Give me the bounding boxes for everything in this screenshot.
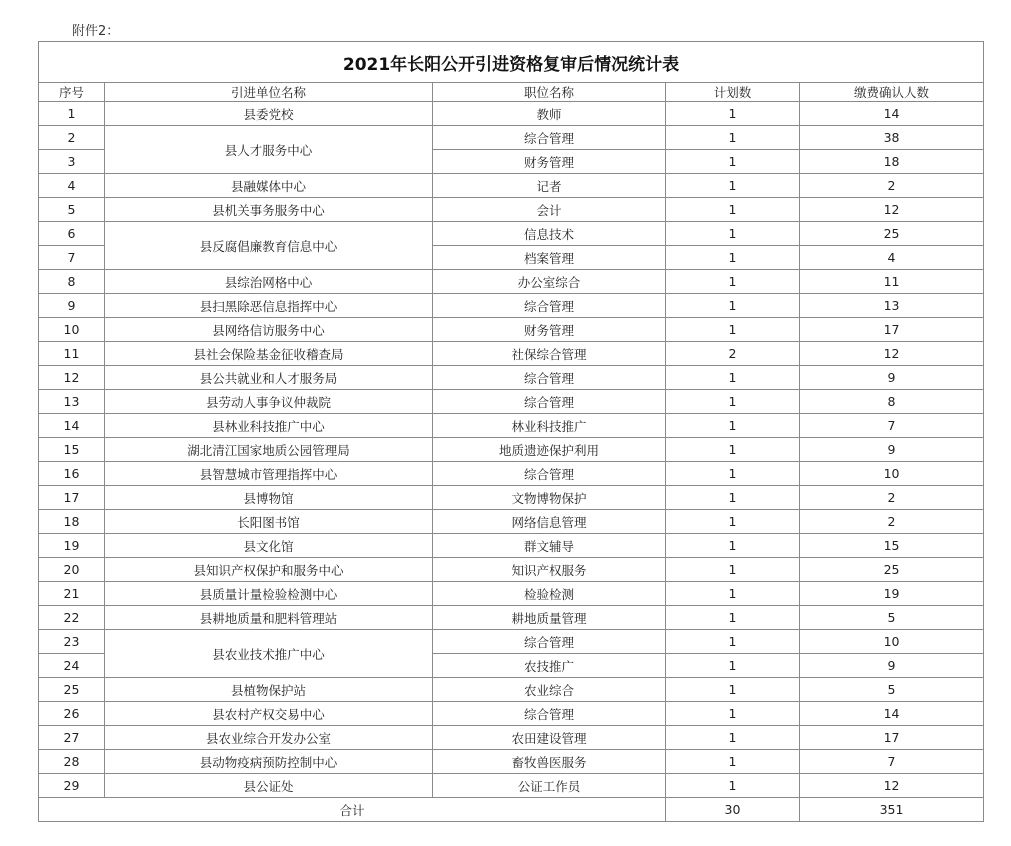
unit-name: 县博物馆 [105,486,433,510]
row-number: 3 [39,150,105,174]
unit-name: 县农业技术推广中心 [105,630,433,678]
position-name: 社保综合管理 [433,342,666,366]
unit-name: 县公共就业和人才服务局 [105,366,433,390]
unit-name: 县融媒体中心 [105,174,433,198]
unit-name: 县劳动人事争议仲裁院 [105,390,433,414]
position-name: 检验检测 [433,582,666,606]
unit-name: 县扫黑除恶信息指挥中心 [105,294,433,318]
plan-count: 1 [666,534,800,558]
row-number: 13 [39,390,105,414]
position-name: 知识产权服务 [433,558,666,582]
confirmed-count: 17 [800,726,984,750]
unit-name: 县林业科技推广中心 [105,414,433,438]
table-row [39,126,984,150]
table-row [39,198,984,222]
table-row [39,270,984,294]
plan-count: 1 [666,390,800,414]
row-number: 5 [39,198,105,222]
unit-name: 县人才服务中心 [105,126,433,174]
confirmed-count: 12 [800,198,984,222]
row-number: 16 [39,462,105,486]
plan-count: 1 [666,558,800,582]
table-row [39,486,984,510]
unit-name: 县社会保险基金征收稽查局 [105,342,433,366]
plan-count: 1 [666,678,800,702]
table-row [39,774,984,798]
position-name: 教师 [433,102,666,126]
table-row [39,222,984,246]
position-name: 耕地质量管理 [433,606,666,630]
plan-count: 1 [666,174,800,198]
position-name: 综合管理 [433,390,666,414]
position-name: 财务管理 [433,318,666,342]
row-number: 10 [39,318,105,342]
row-number: 27 [39,726,105,750]
confirmed-count: 5 [800,606,984,630]
position-name: 地质遗迹保护利用 [433,438,666,462]
table-row [39,102,984,126]
confirmed-count: 9 [800,654,984,678]
table-row [39,630,984,654]
unit-name: 县委党校 [105,102,433,126]
row-number: 20 [39,558,105,582]
plan-count: 1 [666,582,800,606]
confirmed-count: 4 [800,246,984,270]
unit-name: 县知识产权保护和服务中心 [105,558,433,582]
row-number: 23 [39,630,105,654]
position-name: 记者 [433,174,666,198]
row-number: 7 [39,246,105,270]
row-number: 11 [39,342,105,366]
plan-count: 1 [666,102,800,126]
plan-count: 1 [666,726,800,750]
row-number: 12 [39,366,105,390]
confirmed-count: 12 [800,342,984,366]
unit-name: 县植物保护站 [105,678,433,702]
plan-count: 1 [666,750,800,774]
unit-name: 县机关事务服务中心 [105,198,433,222]
position-name: 综合管理 [433,366,666,390]
plan-count: 1 [666,414,800,438]
row-number: 4 [39,174,105,198]
position-name: 群文辅导 [433,534,666,558]
header-plan: 计划数 [666,83,800,102]
row-number: 15 [39,438,105,462]
table-body [39,102,984,798]
confirmed-count: 15 [800,534,984,558]
plan-count: 1 [666,222,800,246]
position-name: 综合管理 [433,126,666,150]
table-row [39,294,984,318]
confirmed-count: 2 [800,510,984,534]
confirmed-count: 38 [800,126,984,150]
confirmed-count: 25 [800,222,984,246]
table-row [39,678,984,702]
position-name: 网络信息管理 [433,510,666,534]
plan-count: 1 [666,318,800,342]
header-no: 序号 [39,83,105,102]
confirmed-count: 2 [800,486,984,510]
plan-count: 1 [666,510,800,534]
position-name: 农技推广 [433,654,666,678]
table-row [39,750,984,774]
plan-count: 1 [666,654,800,678]
unit-name: 县农业综合开发办公室 [105,726,433,750]
unit-name: 县文化馆 [105,534,433,558]
plan-count: 1 [666,270,800,294]
plan-count: 1 [666,462,800,486]
table-row [39,558,984,582]
confirmed-count: 7 [800,750,984,774]
confirmed-count: 7 [800,414,984,438]
confirmed-count: 5 [800,678,984,702]
unit-name: 县农村产权交易中心 [105,702,433,726]
confirmed-count: 9 [800,366,984,390]
row-number: 18 [39,510,105,534]
position-name: 文物博物保护 [433,486,666,510]
attachment-label: 附件2： [72,24,120,39]
unit-name: 县动物疫病预防控制中心 [105,750,433,774]
confirmed-count: 14 [800,702,984,726]
row-number: 25 [39,678,105,702]
position-name: 林业科技推广 [433,414,666,438]
table-row [39,726,984,750]
row-number: 19 [39,534,105,558]
table-row [39,174,984,198]
confirmed-count: 14 [800,102,984,126]
confirmed-count: 19 [800,582,984,606]
unit-name: 县公证处 [105,774,433,798]
confirmed-count: 8 [800,390,984,414]
plan-count: 1 [666,366,800,390]
total-row [39,798,984,822]
table-title: 2021年长阳公开引进资格复审后情况统计表 [39,42,984,83]
plan-count: 1 [666,246,800,270]
row-number: 1 [39,102,105,126]
position-name: 综合管理 [433,462,666,486]
confirmed-count: 2 [800,174,984,198]
confirmed-count: 11 [800,270,984,294]
table-row [39,318,984,342]
position-name: 财务管理 [433,150,666,174]
plan-count: 1 [666,702,800,726]
table-row [39,702,984,726]
unit-name: 县综治网格中心 [105,270,433,294]
unit-name: 长阳图书馆 [105,510,433,534]
position-name: 档案管理 [433,246,666,270]
plan-count: 1 [666,126,800,150]
row-number: 8 [39,270,105,294]
confirmed-count: 25 [800,558,984,582]
position-name: 综合管理 [433,294,666,318]
position-name: 办公室综合 [433,270,666,294]
table-row [39,342,984,366]
table-row [39,582,984,606]
unit-name: 湖北清江国家地质公园管理局 [105,438,433,462]
table-row [39,534,984,558]
plan-count: 1 [666,294,800,318]
plan-count: 1 [666,198,800,222]
table-row [39,390,984,414]
position-name: 会计 [433,198,666,222]
plan-count: 1 [666,774,800,798]
row-number: 29 [39,774,105,798]
unit-name: 县网络信访服务中心 [105,318,433,342]
total-plan: 30 [666,798,800,822]
table-row [39,414,984,438]
unit-name: 县反腐倡廉教育信息中心 [105,222,433,270]
position-name: 综合管理 [433,630,666,654]
position-name: 畜牧兽医服务 [433,750,666,774]
confirmed-count: 10 [800,462,984,486]
confirmed-count: 9 [800,438,984,462]
plan-count: 1 [666,606,800,630]
confirmed-count: 12 [800,774,984,798]
position-name: 农业综合 [433,678,666,702]
plan-count: 1 [666,486,800,510]
row-number: 14 [39,414,105,438]
plan-count: 1 [666,630,800,654]
header-unit: 引进单位名称 [105,83,433,102]
table-row [39,510,984,534]
confirmed-count: 13 [800,294,984,318]
table-row [39,606,984,630]
confirmed-count: 10 [800,630,984,654]
plan-count: 2 [666,342,800,366]
confirmed-count: 17 [800,318,984,342]
row-number: 26 [39,702,105,726]
unit-name: 县耕地质量和肥料管理站 [105,606,433,630]
plan-count: 1 [666,150,800,174]
table-row [39,366,984,390]
row-number: 17 [39,486,105,510]
statistics-table [38,41,984,822]
table-row [39,438,984,462]
total-confirmed: 351 [800,798,984,822]
header-position: 职位名称 [433,83,666,102]
row-number: 6 [39,222,105,246]
table-row [39,462,984,486]
row-number: 24 [39,654,105,678]
position-name: 信息技术 [433,222,666,246]
position-name: 综合管理 [433,702,666,726]
unit-name: 县智慧城市管理指挥中心 [105,462,433,486]
confirmed-count: 18 [800,150,984,174]
position-name: 农田建设管理 [433,726,666,750]
unit-name: 县质量计量检验检测中心 [105,582,433,606]
plan-count: 1 [666,438,800,462]
row-number: 28 [39,750,105,774]
row-number: 9 [39,294,105,318]
position-name: 公证工作员 [433,774,666,798]
total-label: 合计 [39,798,666,822]
header-confirmed: 缴费确认人数 [800,83,984,102]
row-number: 21 [39,582,105,606]
row-number: 2 [39,126,105,150]
row-number: 22 [39,606,105,630]
